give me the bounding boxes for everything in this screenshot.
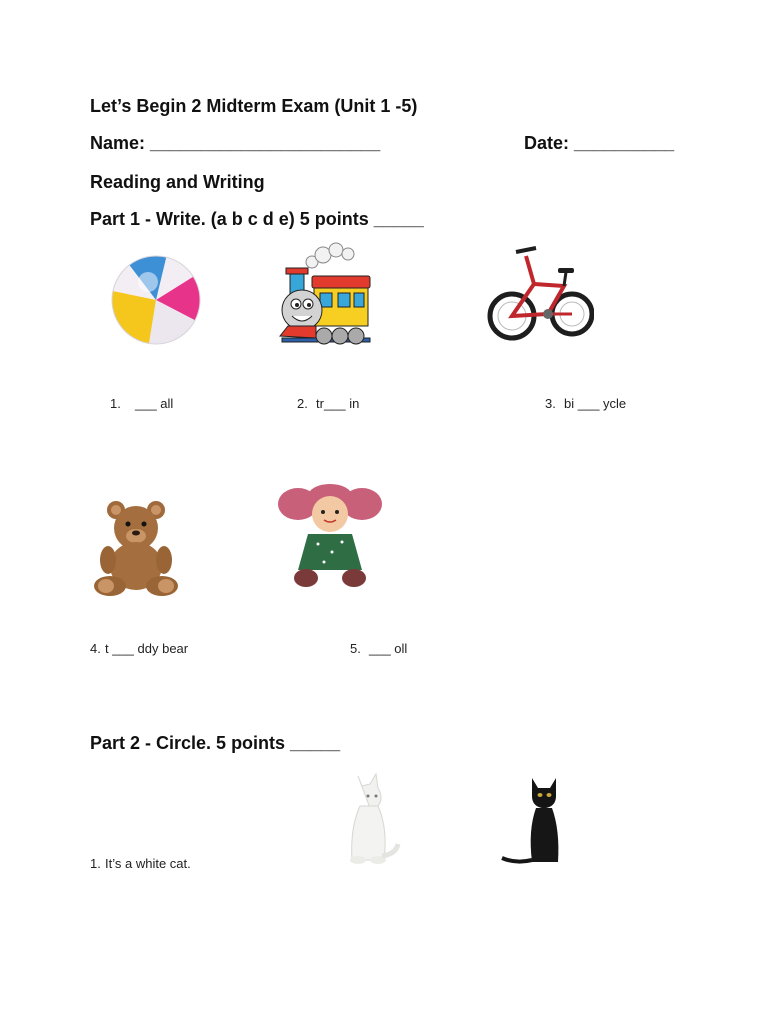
sentence-white-cat: It’s a white cat.: [105, 856, 191, 871]
part1-heading: Part 1 - Write. (a b c d e) 5 points _____: [90, 209, 424, 229]
part2-heading: Part 2 - Circle. 5 points _____: [90, 733, 341, 753]
date-field[interactable]: Date: __________: [524, 133, 675, 153]
item-number: 1.: [90, 856, 101, 871]
item-word-teddy-bear[interactable]: t ___ ddy bear: [105, 641, 189, 656]
white-cat-image[interactable]: [322, 768, 414, 868]
item-word-ball[interactable]: ___ all: [135, 396, 174, 411]
section-heading: Reading and Writing: [90, 172, 265, 192]
item-number: 5.: [350, 641, 361, 656]
doll-image: [276, 482, 384, 594]
item-number: 3.: [545, 396, 556, 411]
bicycle-image: [486, 244, 594, 352]
item-word-doll[interactable]: ___ oll: [369, 641, 408, 656]
teddy-bear-image: [90, 498, 186, 598]
item-word-train[interactable]: tr___ in: [316, 396, 360, 411]
toy-train-image: [276, 240, 376, 352]
beach-ball-image: [108, 250, 204, 350]
item-word-bicycle[interactable]: bi ___ ycle: [564, 396, 627, 411]
item-number: 1.: [110, 396, 121, 411]
name-field[interactable]: Name: _______________________: [90, 133, 381, 153]
item-number: 4.: [90, 641, 101, 656]
black-cat-image[interactable]: [498, 768, 590, 868]
item-number: 2.: [297, 396, 308, 411]
exam-title: Let’s Begin 2 Midterm Exam (Unit 1 -5): [90, 96, 418, 116]
